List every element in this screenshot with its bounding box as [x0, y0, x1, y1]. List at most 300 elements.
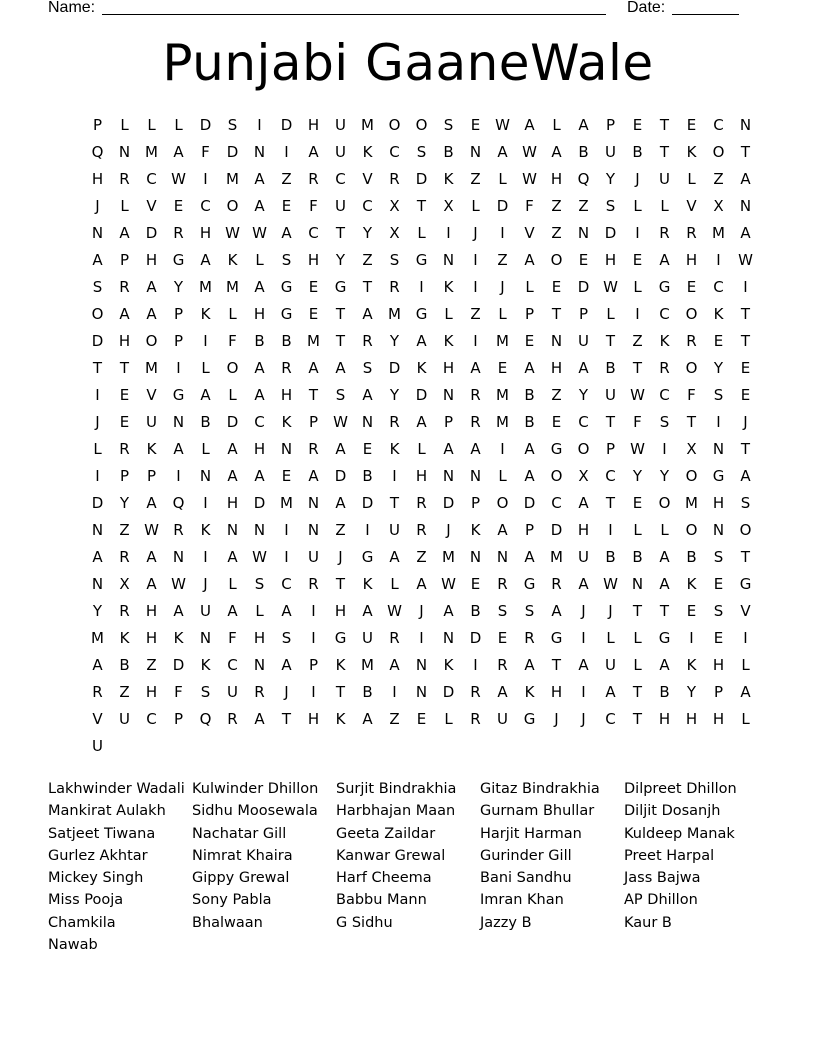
grid-letter: O	[388, 116, 401, 134]
grid-letter: R	[389, 413, 400, 431]
grid-letter: L	[525, 278, 534, 296]
word-list-item: Gippy Grewal	[192, 870, 290, 887]
grid-letter: K	[443, 170, 454, 188]
grid-letter: T	[632, 359, 643, 377]
grid-letter: E	[551, 413, 562, 431]
grid-letter: K	[200, 656, 211, 674]
grid-letter: H	[253, 629, 266, 647]
grid-letter: A	[200, 251, 211, 269]
grid-letter: L	[228, 575, 237, 593]
grid-letter: C	[659, 305, 670, 323]
grid-letter: A	[551, 143, 562, 161]
grid-letter: K	[659, 332, 670, 350]
grid-letter: A	[389, 656, 400, 674]
grid-letter: C	[362, 197, 373, 215]
grid-letter: E	[416, 710, 427, 728]
grid-letter: C	[605, 467, 616, 485]
grid-letter: G	[712, 467, 725, 485]
grid-letter: Z	[146, 656, 157, 674]
grid-letter: U	[335, 197, 346, 215]
grid-letter: N	[415, 683, 428, 701]
grid-letter: I	[743, 278, 748, 296]
grid-letter: K	[227, 251, 238, 269]
date-label: Date:	[627, 0, 666, 16]
grid-letter: A	[578, 575, 589, 593]
grid-letter: Z	[119, 521, 130, 539]
grid-letter: L	[147, 116, 156, 134]
grid-letter: P	[524, 305, 535, 323]
grid-letter: J	[446, 521, 451, 539]
grid-letter: H	[415, 467, 428, 485]
grid-letter: P	[713, 683, 724, 701]
grid-letter: G	[334, 629, 347, 647]
grid-letter: C	[254, 413, 265, 431]
grid-letter: D	[442, 494, 455, 512]
grid-letter: P	[470, 494, 481, 512]
grid-letter: K	[362, 143, 373, 161]
date-field-line[interactable]	[672, 14, 739, 15]
word-list-item: Imran Khan	[480, 892, 564, 909]
grid-letter: B	[281, 332, 292, 350]
grid-letter: S	[200, 683, 211, 701]
grid-letter: H	[145, 602, 158, 620]
grid-letter: C	[281, 575, 292, 593]
word-list-item: Mankirat Aulakh	[48, 803, 166, 820]
grid-letter: N	[118, 143, 131, 161]
grid-letter: U	[578, 548, 589, 566]
grid-letter: H	[685, 710, 698, 728]
grid-letter: C	[578, 413, 589, 431]
grid-letter: A	[524, 548, 535, 566]
grid-letter: I	[581, 629, 586, 647]
grid-letter: O	[685, 305, 698, 323]
grid-letter: H	[145, 683, 158, 701]
grid-letter: H	[442, 359, 455, 377]
grid-letter: T	[308, 386, 319, 404]
word-list-item: Satjeet Tiwana	[48, 825, 156, 842]
grid-letter: B	[605, 548, 616, 566]
grid-letter: K	[686, 143, 697, 161]
grid-letter: G	[280, 305, 293, 323]
grid-letter: L	[201, 440, 210, 458]
grid-letter: J	[284, 683, 289, 701]
grid-letter: K	[416, 359, 427, 377]
grid-letter: L	[633, 629, 642, 647]
grid-letter: A	[605, 683, 616, 701]
word-list-item: Lakhwinder Wadali	[48, 781, 185, 797]
grid-letter: T	[632, 683, 643, 701]
grid-letter: A	[146, 305, 157, 323]
grid-letter: L	[120, 197, 129, 215]
grid-letter: T	[632, 710, 643, 728]
grid-letter: F	[687, 386, 696, 404]
grid-letter: D	[280, 116, 293, 134]
word-list-item: Kaur B	[624, 914, 672, 931]
grid-letter: E	[308, 305, 319, 323]
grid-letter: W	[171, 170, 186, 188]
grid-letter: J	[743, 413, 748, 431]
grid-letter: L	[633, 656, 642, 674]
grid-letter: A	[497, 521, 508, 539]
grid-letter: Y	[173, 278, 184, 296]
grid-letter: M	[307, 332, 320, 350]
grid-letter: H	[712, 656, 725, 674]
grid-letter: U	[227, 683, 238, 701]
grid-letter: E	[740, 359, 751, 377]
grid-letter: I	[635, 224, 640, 242]
grid-letter: H	[307, 710, 320, 728]
grid-letter: Z	[551, 386, 562, 404]
grid-letter: N	[226, 521, 239, 539]
grid-letter: P	[308, 413, 319, 431]
grid-letter: L	[741, 656, 750, 674]
grid-letter: L	[228, 386, 237, 404]
grid-letter: P	[92, 116, 103, 134]
grid-letter: B	[686, 548, 697, 566]
grid-letter: R	[524, 629, 535, 647]
grid-letter: N	[91, 224, 104, 242]
grid-letter: I	[446, 224, 451, 242]
grid-letter: T	[659, 116, 670, 134]
grid-letter: T	[740, 305, 751, 323]
grid-letter: H	[118, 332, 131, 350]
grid-letter: Q	[91, 143, 104, 161]
grid-letter: T	[740, 332, 751, 350]
grid-letter: J	[608, 602, 613, 620]
grid-letter: A	[524, 440, 535, 458]
grid-letter: A	[524, 116, 535, 134]
grid-letter: V	[740, 602, 751, 620]
grid-letter: Z	[389, 710, 400, 728]
grid-letter: L	[687, 170, 696, 188]
grid-letter: H	[550, 683, 563, 701]
grid-letter: I	[365, 521, 370, 539]
grid-letter: L	[390, 575, 399, 593]
grid-letter: A	[659, 251, 670, 269]
grid-letter: I	[716, 251, 721, 269]
grid-letter: N	[280, 440, 293, 458]
grid-letter: V	[146, 386, 157, 404]
grid-letter: A	[416, 575, 427, 593]
grid-letter: E	[497, 359, 508, 377]
grid-letter: L	[444, 710, 453, 728]
grid-letter: I	[500, 440, 505, 458]
grid-letter: R	[119, 602, 130, 620]
grid-letter: U	[119, 710, 130, 728]
grid-letter: H	[550, 359, 563, 377]
grid-letter: L	[255, 251, 264, 269]
grid-letter: T	[335, 683, 346, 701]
grid-letter: W	[225, 224, 240, 242]
grid-letter: R	[389, 278, 400, 296]
grid-letter: C	[389, 143, 400, 161]
grid-letter: R	[308, 170, 319, 188]
grid-letter: T	[740, 548, 751, 566]
grid-letter: D	[253, 494, 266, 512]
grid-letter: B	[200, 413, 211, 431]
grid-letter: A	[659, 575, 670, 593]
grid-letter: L	[741, 710, 750, 728]
grid-letter: A	[524, 656, 535, 674]
grid-letter: N	[91, 575, 104, 593]
grid-letter: J	[419, 602, 424, 620]
word-list-item: Nachatar Gill	[192, 825, 287, 842]
grid-letter: R	[470, 386, 481, 404]
grid-letter: E	[281, 197, 292, 215]
grid-letter: R	[119, 278, 130, 296]
grid-letter: H	[712, 494, 725, 512]
grid-letter: T	[551, 305, 562, 323]
grid-letter: Y	[686, 683, 697, 701]
grid-letter: I	[473, 278, 478, 296]
grid-letter: E	[551, 278, 562, 296]
grid-letter: L	[93, 440, 102, 458]
grid-letter: U	[146, 413, 157, 431]
grid-letter: N	[496, 548, 509, 566]
grid-letter: Z	[362, 251, 373, 269]
grid-letter: S	[281, 251, 292, 269]
grid-letter: I	[284, 143, 289, 161]
grid-letter: F	[201, 143, 210, 161]
grid-letter: H	[226, 494, 239, 512]
grid-letter: A	[146, 278, 157, 296]
grid-letter: O	[712, 143, 725, 161]
grid-letter: Y	[632, 467, 643, 485]
grid-letter: S	[713, 602, 724, 620]
grid-letter: K	[335, 710, 346, 728]
grid-letter: Y	[713, 359, 724, 377]
grid-letter: S	[605, 197, 616, 215]
grid-letter: M	[145, 143, 158, 161]
grid-letter: A	[173, 602, 184, 620]
grid-letter: J	[500, 278, 505, 296]
grid-letter: A	[335, 494, 346, 512]
grid-letter: B	[119, 656, 130, 674]
grid-letter: O	[685, 467, 698, 485]
grid-letter: I	[419, 629, 424, 647]
grid-letter: N	[712, 521, 725, 539]
grid-letter: T	[362, 278, 373, 296]
grid-letter: O	[739, 521, 752, 539]
grid-letter: B	[578, 143, 589, 161]
grid-letter: Y	[335, 251, 346, 269]
grid-letter: U	[308, 548, 319, 566]
grid-letter: S	[659, 413, 670, 431]
grid-letter: D	[91, 332, 104, 350]
grid-letter: D	[469, 629, 482, 647]
word-list-item: Gurlez Akhtar	[48, 847, 148, 864]
grid-letter: X	[578, 467, 589, 485]
grid-letter: M	[496, 413, 509, 431]
grid-letter: C	[200, 197, 211, 215]
grid-letter: A	[281, 656, 292, 674]
name-field-line[interactable]	[102, 14, 606, 15]
grid-letter: L	[444, 305, 453, 323]
grid-letter: Y	[389, 332, 400, 350]
word-list-item: Gurinder Gill	[480, 847, 572, 864]
grid-letter: U	[362, 629, 373, 647]
grid-letter: M	[361, 116, 374, 134]
grid-letter: K	[686, 656, 697, 674]
grid-letter: B	[632, 548, 643, 566]
grid-letter: U	[200, 602, 211, 620]
grid-letter: E	[713, 332, 724, 350]
grid-letter: R	[308, 575, 319, 593]
grid-letter: N	[469, 467, 482, 485]
grid-letter: E	[632, 251, 643, 269]
grid-letter: P	[578, 305, 589, 323]
word-list	[48, 778, 768, 956]
word-list-item: Chamkila	[48, 914, 116, 931]
grid-letter: P	[308, 656, 319, 674]
grid-letter: W	[441, 575, 456, 593]
grid-letter: I	[203, 170, 208, 188]
grid-letter: M	[550, 548, 563, 566]
grid-letter: T	[740, 440, 751, 458]
grid-letter: Q	[577, 170, 590, 188]
grid-letter: L	[633, 278, 642, 296]
grid-letter: B	[632, 143, 643, 161]
grid-letter: I	[203, 494, 208, 512]
grid-letter: A	[362, 710, 373, 728]
page-title: Punjabi GaaneWale	[162, 34, 654, 92]
grid-letter: K	[443, 656, 454, 674]
grid-letter: K	[443, 278, 454, 296]
grid-letter: R	[173, 224, 184, 242]
grid-letter: A	[254, 359, 265, 377]
grid-letter: Q	[172, 494, 185, 512]
grid-letter: N	[91, 521, 104, 539]
grid-letter: K	[524, 683, 535, 701]
word-list-item: Diljit Dosanjh	[624, 803, 721, 820]
grid-letter: H	[280, 386, 293, 404]
grid-letter: C	[659, 386, 670, 404]
grid-letter: R	[92, 683, 103, 701]
grid-letter: A	[227, 602, 238, 620]
grid-letter: E	[713, 629, 724, 647]
grid-letter: A	[227, 440, 238, 458]
grid-letter: I	[689, 629, 694, 647]
grid-letter: O	[658, 494, 671, 512]
grid-letter: Z	[551, 224, 562, 242]
grid-letter: H	[685, 251, 698, 269]
grid-letter: M	[361, 656, 374, 674]
grid-letter: A	[200, 386, 211, 404]
grid-letter: L	[498, 467, 507, 485]
grid-letter: A	[578, 116, 589, 134]
grid-letter: R	[659, 359, 670, 377]
grid-letter: T	[659, 143, 670, 161]
grid-letter: A	[308, 143, 319, 161]
grid-letter: N	[199, 629, 212, 647]
grid-letter: K	[389, 440, 400, 458]
grid-letter: C	[146, 170, 157, 188]
grid-letter: D	[91, 494, 104, 512]
grid-letter: U	[335, 143, 346, 161]
grid-letter: C	[713, 116, 724, 134]
grid-letter: A	[362, 602, 373, 620]
grid-letter: Y	[578, 386, 589, 404]
grid-letter: A	[308, 359, 319, 377]
grid-letter: J	[95, 197, 100, 215]
word-list-item: G Sidhu	[336, 914, 393, 931]
grid-letter: M	[226, 278, 239, 296]
grid-letter: G	[550, 629, 563, 647]
grid-letter: N	[307, 494, 320, 512]
grid-letter: K	[119, 629, 130, 647]
grid-letter: A	[740, 467, 751, 485]
grid-letter: G	[523, 575, 536, 593]
grid-letter: C	[146, 710, 157, 728]
grid-letter: I	[473, 656, 478, 674]
grid-letter: F	[174, 683, 183, 701]
grid-letter: N	[253, 521, 266, 539]
grid-letter: M	[496, 386, 509, 404]
grid-letter: T	[389, 494, 400, 512]
grid-letter: S	[524, 602, 535, 620]
grid-letter: A	[740, 170, 751, 188]
grid-letter: G	[415, 251, 428, 269]
grid-letter: R	[686, 332, 697, 350]
grid-letter: O	[496, 494, 509, 512]
grid-letter: E	[740, 386, 751, 404]
grid-letter: E	[470, 116, 481, 134]
grid-letter: W	[252, 224, 267, 242]
grid-letter: U	[497, 710, 508, 728]
word-list-item: Kulwinder Dhillon	[192, 781, 319, 797]
grid-letter: O	[145, 332, 158, 350]
grid-letter: G	[550, 440, 563, 458]
grid-letter: C	[605, 710, 616, 728]
grid-letter: E	[470, 575, 481, 593]
word-list-item: Kuldeep Manak	[624, 825, 735, 842]
grid-letter: A	[578, 494, 589, 512]
grid-letter: R	[227, 710, 238, 728]
grid-letter: S	[497, 602, 508, 620]
grid-letter: D	[442, 683, 455, 701]
grid-letter: P	[605, 116, 616, 134]
grid-letter: H	[145, 251, 158, 269]
grid-letter: R	[389, 170, 400, 188]
word-list-item: Babbu Mann	[336, 892, 427, 909]
grid-letter: I	[635, 305, 640, 323]
grid-letter: T	[335, 224, 346, 242]
grid-letter: I	[662, 440, 667, 458]
grid-letter: J	[338, 548, 343, 566]
grid-letter: X	[389, 224, 400, 242]
grid-letter: K	[713, 305, 724, 323]
word-list-item: Kanwar Grewal	[336, 847, 446, 864]
grid-letter: A	[524, 467, 535, 485]
grid-letter: Z	[470, 305, 481, 323]
word-list-item: Bhalwaan	[192, 914, 263, 931]
grid-letter: A	[470, 440, 481, 458]
grid-letter: W	[333, 413, 348, 431]
grid-letter: B	[362, 683, 373, 701]
grid-letter: T	[605, 332, 616, 350]
grid-letter: A	[524, 359, 535, 377]
grid-letter: I	[284, 521, 289, 539]
grid-letter: T	[605, 494, 616, 512]
grid-letter: W	[495, 116, 510, 134]
grid-letter: W	[522, 143, 537, 161]
grid-letter: T	[335, 305, 346, 323]
grid-letter: Q	[199, 710, 212, 728]
word-list-item: Dilpreet Dhillon	[624, 781, 737, 797]
grid-letter: C	[551, 494, 562, 512]
grid-letter: U	[605, 656, 616, 674]
grid-letter: W	[387, 602, 402, 620]
